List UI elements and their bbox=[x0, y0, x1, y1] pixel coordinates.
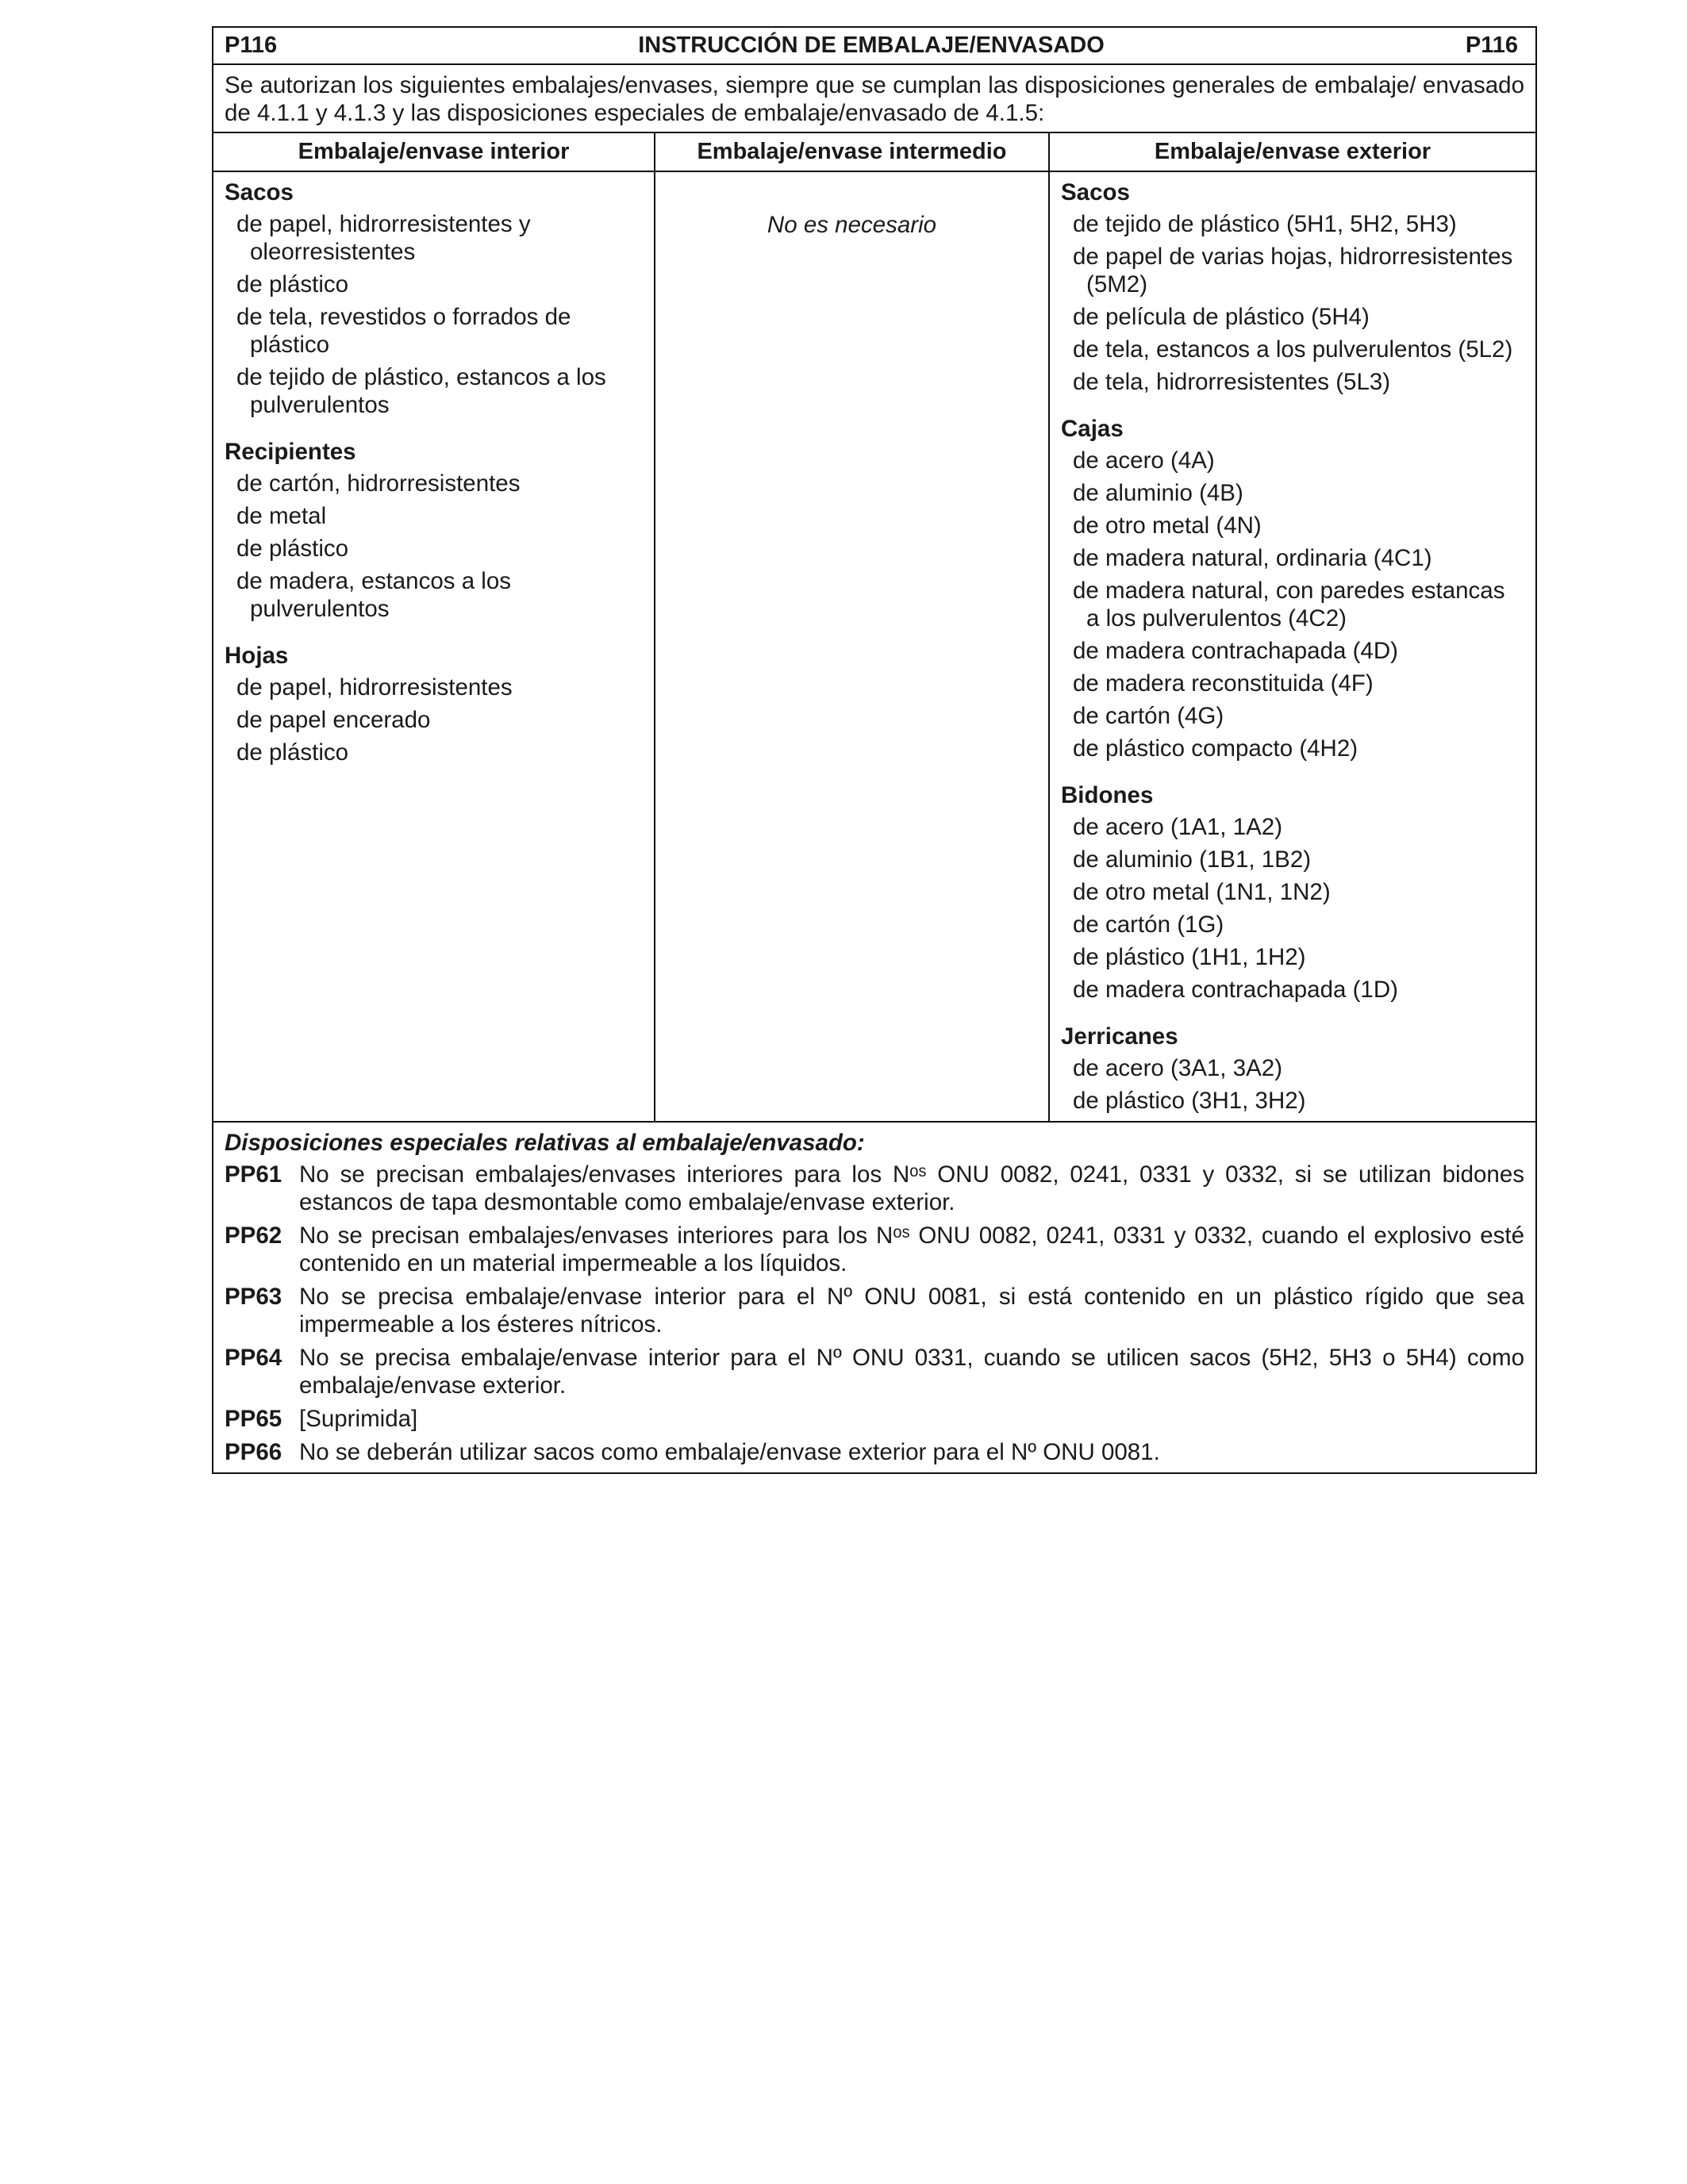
special-provision bbox=[225, 1438, 1524, 1466]
instruction-code-right: P116 bbox=[1465, 33, 1518, 58]
packaging-item: de cartón, hidrorresistentes bbox=[236, 470, 521, 497]
title-row bbox=[213, 28, 1535, 65]
packaging-item: de plástico bbox=[236, 739, 349, 766]
packaging-item: de tela, hidrorresistentes (5L3) bbox=[1073, 369, 1391, 395]
provision-code: PP66 bbox=[225, 1439, 282, 1465]
packaging-item: de plástico bbox=[236, 271, 349, 297]
special-provision bbox=[225, 1344, 1524, 1399]
instruction-title: INSTRUCCIÓN DE EMBALAJE/ENVASADO bbox=[638, 33, 1105, 58]
intermediate-text: No es necesario bbox=[767, 212, 937, 238]
outer-packaging-column bbox=[1048, 172, 1535, 1121]
group-title: Bidones bbox=[1061, 782, 1154, 808]
packaging-group bbox=[1061, 1019, 1524, 1115]
special-provisions-title: Disposiciones especiales relativas al embalaje/envasado: bbox=[225, 1130, 865, 1156]
provision-text: No se precisan embalajes/envases interiores para los Nᵒˢ ONU 0082, 0241, 0331 y 0332, cuando el explosivo esté contenido en un material impermeable a los líquidos. bbox=[299, 1223, 1524, 1276]
provision-code: PP63 bbox=[225, 1284, 282, 1310]
provision-text: No se precisa embalaje/envase interior para el Nº ONU 0081, si está contenido en un plástico rígido que sea impermeable a los ésteres nítricos. bbox=[299, 1284, 1524, 1338]
packaging-item: de cartón (1G) bbox=[1073, 912, 1224, 938]
packaging-item: de aluminio (4B) bbox=[1073, 480, 1243, 506]
packaging-item: de aluminio (1B1, 1B2) bbox=[1073, 846, 1312, 873]
special-provision bbox=[225, 1222, 1524, 1277]
packaging-item: de tejido de plástico, estancos a los pulverulentos bbox=[236, 364, 606, 418]
packaging-item: de plástico bbox=[236, 535, 349, 562]
column-body bbox=[213, 172, 1535, 1123]
packaging-item: de acero (3A1, 3A2) bbox=[1073, 1055, 1283, 1081]
packaging-item: de madera contrachapada (1D) bbox=[1073, 977, 1398, 1003]
provision-text: [Suprimida] bbox=[299, 1406, 418, 1432]
group-title: Jerricanes bbox=[1061, 1023, 1178, 1050]
special-provisions bbox=[213, 1123, 1535, 1472]
packaging-item: de acero (4A) bbox=[1073, 447, 1215, 474]
packaging-group bbox=[1061, 175, 1524, 396]
group-title: Cajas bbox=[1061, 416, 1124, 442]
packaging-group bbox=[225, 175, 643, 419]
packaging-item: de otro metal (4N) bbox=[1073, 512, 1262, 539]
packaging-item: de película de plástico (5H4) bbox=[1073, 304, 1370, 330]
provision-code: PP64 bbox=[225, 1345, 282, 1371]
packaging-item: de papel, hidrorresistentes y oleorresistentes bbox=[236, 211, 531, 265]
packaging-item: de papel encerado bbox=[236, 707, 431, 733]
provision-text: No se precisan embalajes/envases interiores para los Nᵒˢ ONU 0082, 0241, 0331 y 0332, si se utilizan bidones estancos de tapa desmontable como embalaje/envase exterior. bbox=[299, 1161, 1524, 1215]
packaging-item: de madera natural, ordinaria (4C1) bbox=[1073, 545, 1432, 571]
column-headers bbox=[213, 133, 1535, 172]
packaging-item: de madera reconstituida (4F) bbox=[1073, 670, 1374, 697]
packaging-group bbox=[225, 639, 643, 766]
group-title: Sacos bbox=[1061, 179, 1130, 205]
group-title: Hojas bbox=[225, 643, 289, 669]
provision-code: PP61 bbox=[225, 1161, 282, 1188]
packing-instruction-table bbox=[212, 26, 1537, 1474]
special-provision bbox=[225, 1405, 1524, 1433]
special-provisions-list bbox=[225, 1161, 1524, 1466]
packaging-item: de tela, estancos a los pulverulentos (5L2) bbox=[1073, 336, 1513, 363]
group-title: Sacos bbox=[225, 179, 294, 205]
header-inner: Embalaje/envase interior bbox=[298, 139, 570, 164]
packaging-item: de cartón (4G) bbox=[1073, 703, 1224, 729]
provision-code: PP62 bbox=[225, 1223, 282, 1249]
header-intermediate: Embalaje/envase intermedio bbox=[654, 133, 1048, 171]
packaging-item: de plástico (3H1, 3H2) bbox=[1073, 1088, 1306, 1114]
header-outer: Embalaje/envase exterior bbox=[1048, 133, 1535, 171]
intro-text: Se autorizan los siguientes embalajes/envases, siempre que se cumplan las disposiciones generales de embalaje/ envasado de 4.1.1 y 4.1.3 y las disposiciones especiales de embalaje/envasado de 4.1.5: bbox=[213, 65, 1535, 133]
instruction-code-left: P116 bbox=[225, 33, 278, 58]
packaging-item: de plástico compacto (4H2) bbox=[1073, 735, 1358, 762]
provision-text: No se precisa embalaje/envase interior para el Nº ONU 0331, cuando se utilicen sacos (5H2, 5H3 o 5H4) como embalaje/envase exterior. bbox=[299, 1345, 1524, 1399]
packaging-group bbox=[1061, 778, 1524, 1004]
special-provision bbox=[225, 1283, 1524, 1338]
packaging-item: de acero (1A1, 1A2) bbox=[1073, 814, 1283, 840]
special-provision bbox=[225, 1161, 1524, 1216]
packaging-item: de tejido de plástico (5H1, 5H2, 5H3) bbox=[1073, 211, 1457, 237]
packaging-item: de papel de varias hojas, hidrorresistentes (5M2) bbox=[1073, 244, 1513, 297]
packaging-item: de plástico (1H1, 1H2) bbox=[1073, 944, 1306, 970]
intermediate-packaging-column bbox=[654, 172, 1048, 1121]
packaging-item: de tela, revestidos o forrados de plástico bbox=[236, 304, 571, 358]
provision-code: PP65 bbox=[225, 1406, 282, 1432]
packaging-item: de papel, hidrorresistentes bbox=[236, 674, 513, 700]
packaging-group bbox=[225, 435, 643, 623]
packaging-item: de madera contrachapada (4D) bbox=[1073, 638, 1398, 664]
packaging-item: de madera, estancos a los pulverulentos bbox=[236, 568, 512, 622]
inner-packaging-column bbox=[213, 172, 654, 1121]
provision-text: No se deberán utilizar sacos como embalaje/envase exterior para el Nº ONU 0081. bbox=[299, 1439, 1160, 1465]
packaging-item: de metal bbox=[236, 503, 327, 529]
packaging-item: de otro metal (1N1, 1N2) bbox=[1073, 879, 1331, 905]
packaging-item: de madera natural, con paredes estancas a los pulverulentos (4C2) bbox=[1073, 578, 1505, 631]
packaging-group bbox=[1061, 412, 1524, 762]
group-title: Recipientes bbox=[225, 439, 356, 465]
